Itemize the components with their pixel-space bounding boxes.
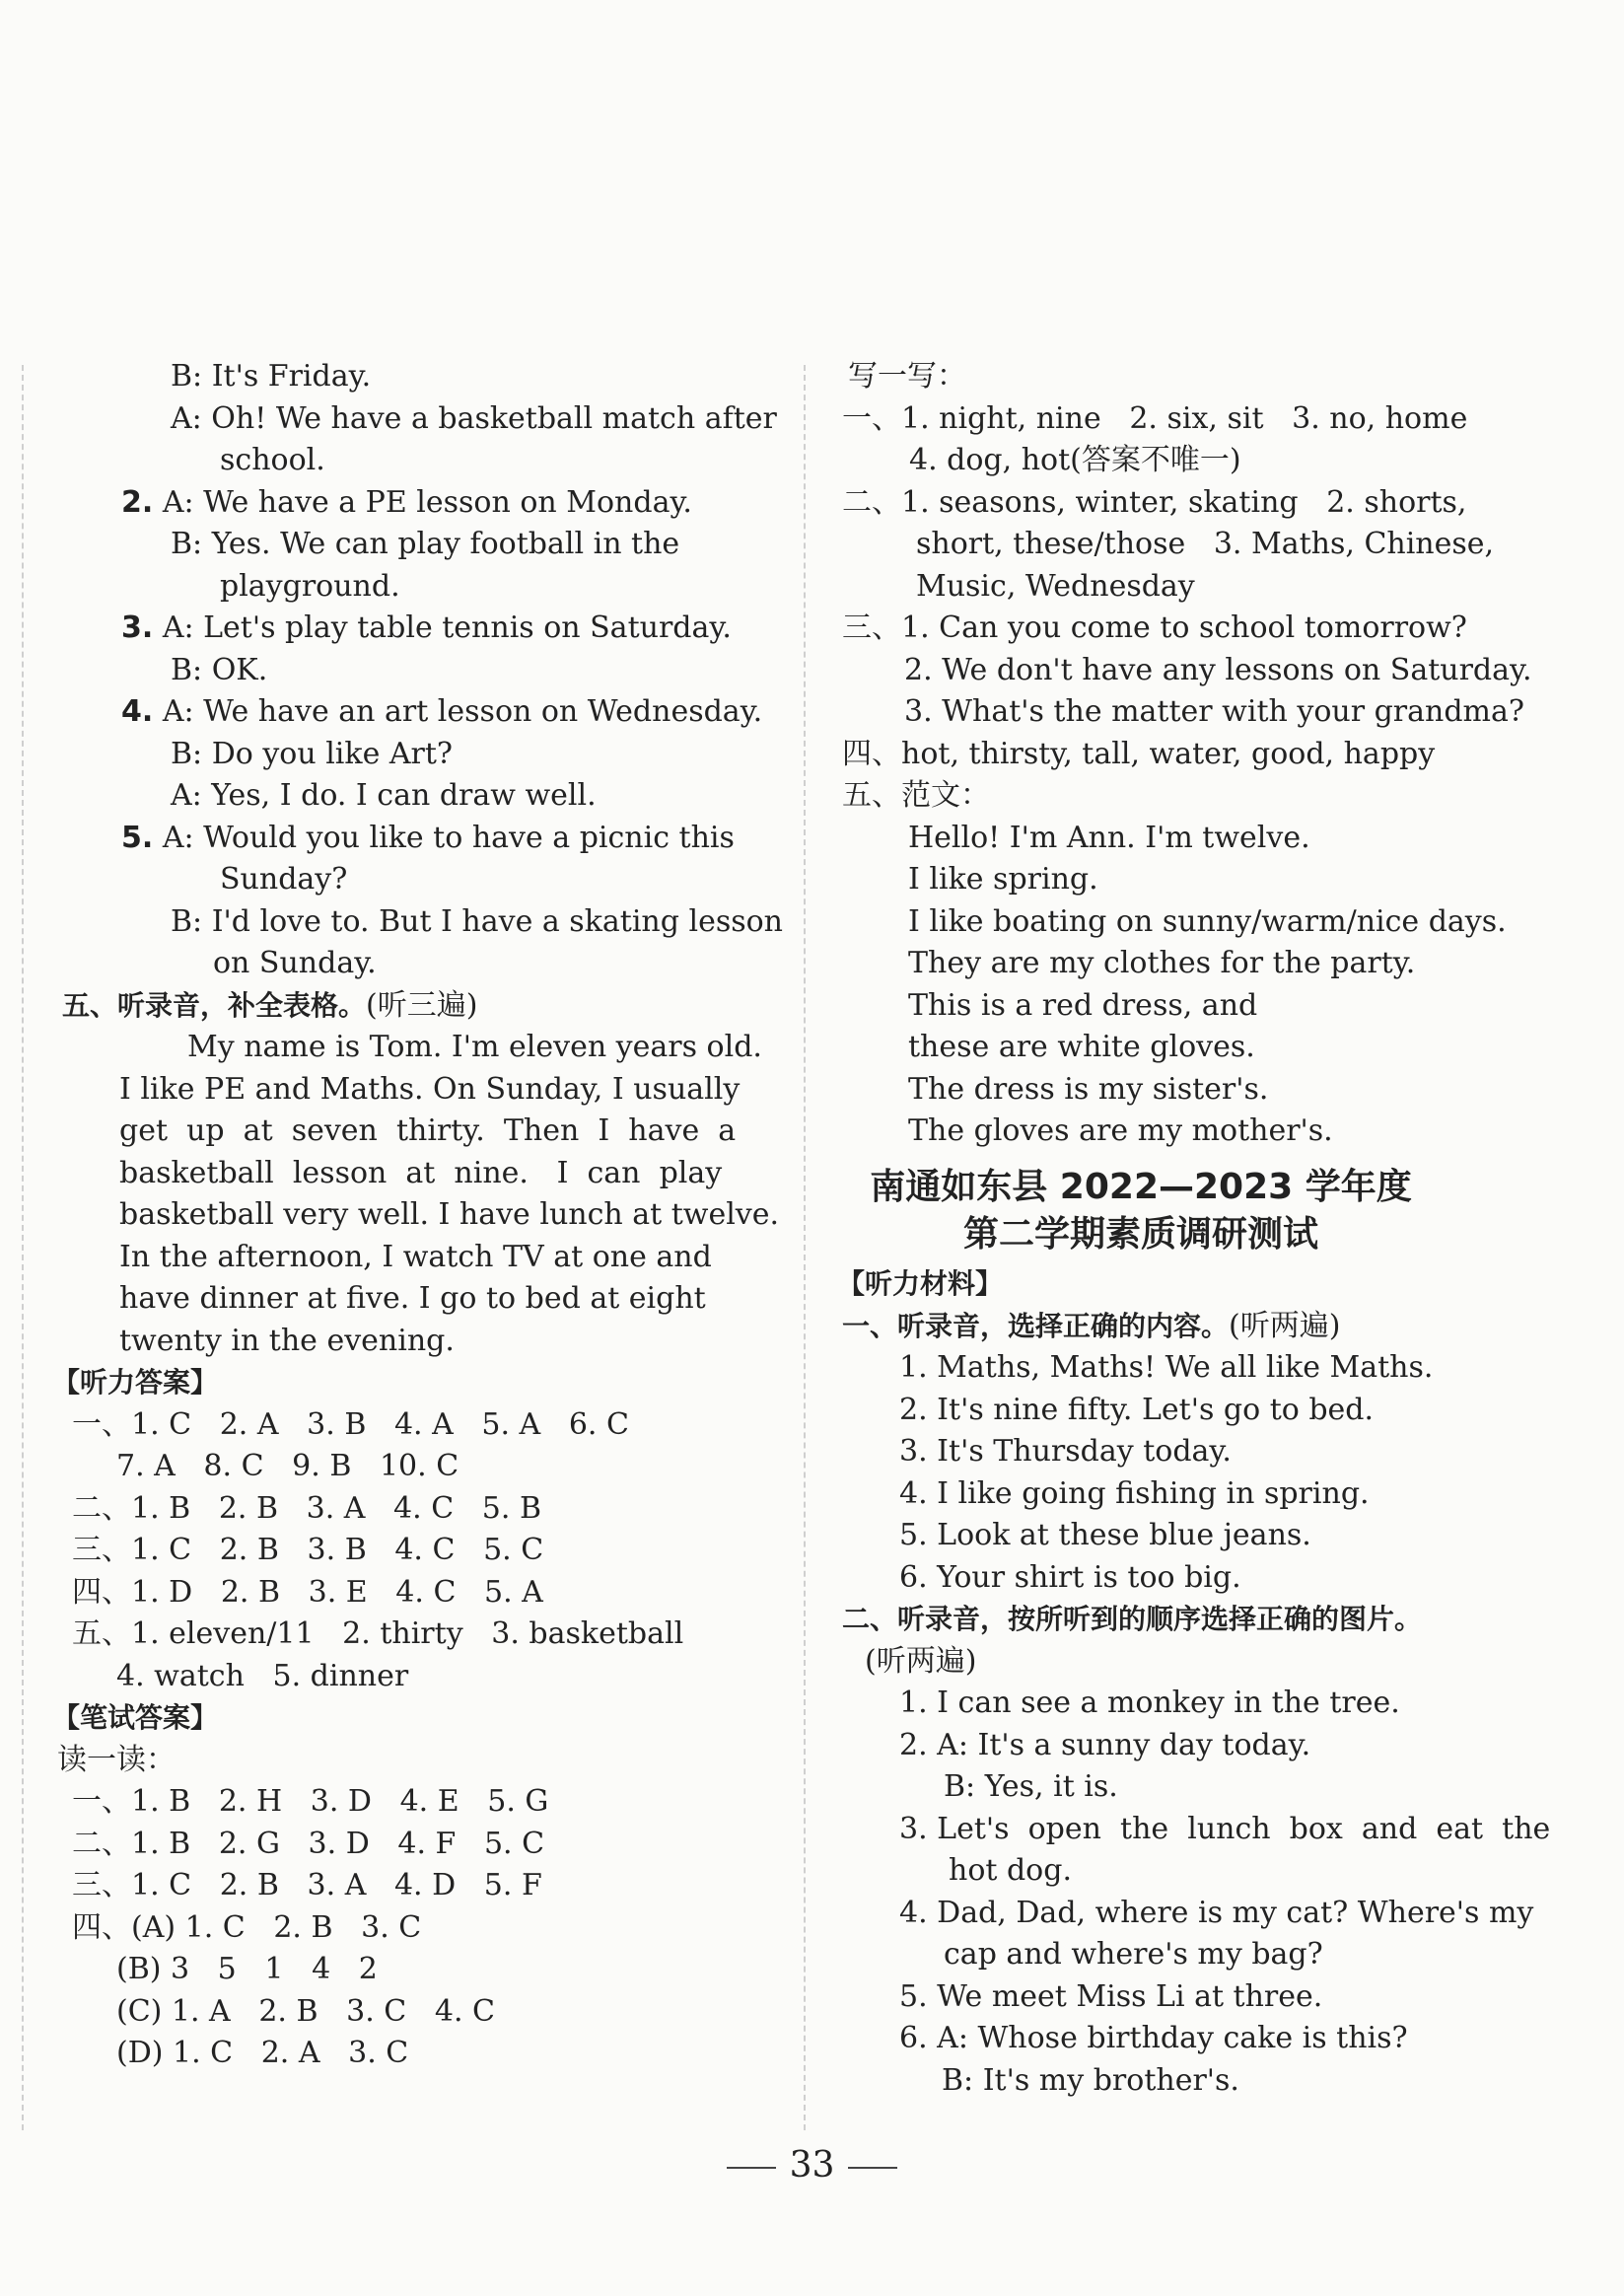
right2-line — [899, 1391, 1374, 1430]
right-line — [908, 1112, 1333, 1151]
line-text: 6. Your shirt is too big. — [899, 1559, 1241, 1595]
section-heading: 【笔试答案】 — [52, 1701, 219, 1734]
left-line — [171, 735, 453, 774]
section-heading: 一、听录音，选择正确的内容。 — [842, 1309, 1230, 1342]
line-text: 2. We don't have any lessons on Saturday. — [904, 652, 1532, 687]
right2-line — [899, 1684, 1400, 1723]
line-text: have dinner at five. I go to bed at eight — [119, 1281, 706, 1316]
right2-line — [899, 1558, 1241, 1598]
left-line — [171, 399, 777, 439]
right-line — [908, 1028, 1255, 1067]
item-number: 3. — [121, 610, 154, 645]
left-line — [171, 525, 679, 564]
right2-line — [899, 1432, 1232, 1471]
left-line — [72, 1405, 629, 1445]
line-text: B: Yes. We can play football in the — [171, 527, 680, 561]
right-line — [908, 944, 1415, 983]
line-text: In the afternoon, I watch TV at one and — [119, 1239, 712, 1274]
left-line — [72, 1531, 543, 1570]
left-line — [57, 1741, 176, 1780]
line-text: 一、1. B 2. H 3. D 4. E 5. G — [72, 1784, 549, 1819]
right-line — [842, 399, 1467, 439]
line-text: This is a red dress, and — [908, 987, 1258, 1023]
right-line — [842, 483, 1466, 523]
right2-line — [949, 1851, 1072, 1891]
line-text: 5. Look at these blue jeans. — [899, 1518, 1311, 1552]
column-divider-left — [22, 365, 24, 2130]
line-text: 三、1. C 2. B 3. B 4. C 5. C — [72, 1533, 544, 1567]
line-text: 3. It's Thursday today. — [899, 1434, 1232, 1469]
line-text: cap and where's my bag? — [944, 1937, 1323, 1972]
line-text: A: Yes, I do. I can draw well. — [171, 778, 597, 813]
right-line — [842, 735, 1435, 774]
left-line — [119, 1195, 779, 1235]
right2-line — [944, 1767, 1118, 1807]
left-line — [116, 2034, 408, 2073]
line-text: 3. Let's open the lunch box and eat the — [899, 1811, 1551, 1846]
line-text: basketball very well. I have lunch at twelve. — [119, 1197, 780, 1232]
page-number: 33 — [789, 2145, 835, 2186]
left-line — [121, 609, 732, 648]
left-line — [119, 1070, 740, 1110]
right2-line — [899, 1516, 1311, 1555]
line-text: I like PE and Maths. On Sunday, I usually — [119, 1071, 741, 1107]
left-line — [52, 1698, 218, 1738]
left-line — [119, 1279, 706, 1319]
left-line — [213, 944, 377, 983]
line-text: 四、hot, thirsty, tall, water, good, happy — [842, 736, 1436, 771]
line-text: 7. A 8. C 9. B 10. C — [116, 1449, 459, 1483]
line-text: 2. A: It's a sunny day today. — [899, 1727, 1311, 1762]
right2-line — [899, 1810, 1550, 1849]
line-text: twenty in the evening. — [119, 1323, 455, 1358]
left-line — [119, 1154, 722, 1193]
line-text: 4. I like going fishing in spring. — [899, 1475, 1370, 1511]
right2-line — [837, 1264, 1003, 1304]
line-text: 二、1. seasons, winter, skating 2. shorts, — [842, 484, 1467, 520]
line-text: (听两遍) — [1229, 1308, 1341, 1343]
left-line — [121, 483, 692, 523]
item-number: 5. — [121, 820, 154, 855]
line-text: 4. dog, hot(答案不唯一) — [909, 443, 1241, 477]
left-line — [171, 776, 597, 816]
left-line — [72, 1908, 421, 1948]
line-text: 4. Dad, Dad, where is my cat? Where's my — [899, 1895, 1534, 1930]
section-heading: 五、听录音，补全表格。 — [62, 988, 367, 1022]
line-text: B: It's my brother's. — [942, 2062, 1239, 2098]
left-line — [121, 819, 735, 858]
footer-dash-right — [848, 2167, 897, 2169]
line-text: (听三遍) — [366, 987, 478, 1023]
left-line — [187, 1028, 762, 1067]
line-text: 一、1. night, nine 2. six, sit 3. no, home — [842, 400, 1468, 436]
left-line — [116, 1657, 408, 1696]
line-text: B: Do you like Art? — [171, 736, 454, 771]
item-number: 4. — [121, 694, 154, 729]
right-line — [904, 692, 1524, 732]
right2-line — [899, 1348, 1433, 1388]
left-line — [119, 1238, 712, 1277]
line-text: 5. We meet Miss Li at three. — [899, 1978, 1323, 2014]
left-line — [119, 1322, 455, 1361]
line-text: short, these/those 3. Maths, Chinese, — [916, 527, 1495, 561]
right2-line — [899, 1474, 1370, 1514]
right-line — [909, 441, 1241, 480]
footer-dash-left — [727, 2167, 776, 2169]
left-line — [220, 567, 400, 607]
line-text: playground. — [220, 568, 400, 604]
line-text: B: Yes, it is. — [944, 1769, 1118, 1804]
line-text: A: Oh! We have a basketball match after — [171, 400, 777, 436]
left-line — [171, 902, 783, 942]
line-text: 四、(A) 1. C 2. B 3. C — [72, 1909, 422, 1945]
line-text: I like spring. — [908, 862, 1098, 897]
section-heading: 【听力材料】 — [837, 1267, 1004, 1300]
right2-line — [899, 1894, 1533, 1933]
line-text: hot dog. — [949, 1853, 1072, 1888]
line-text: Music, Wednesday — [916, 568, 1195, 604]
line-text: (C) 1. A 2. B 3. C 4. C — [116, 1993, 495, 2029]
line-text: Sunday? — [220, 862, 348, 897]
left-line — [116, 1950, 378, 1989]
line-text: 读一读： — [57, 1742, 176, 1777]
line-text: 五、范文： — [842, 778, 990, 813]
left-line — [62, 986, 477, 1026]
line-text: 2. It's nine fifty. Let's go to bed. — [899, 1392, 1375, 1427]
right2-line — [944, 1935, 1323, 1974]
left-line — [72, 1614, 683, 1654]
right-line — [908, 860, 1098, 899]
left-line — [72, 1573, 543, 1613]
line-text: 一、1. C 2. A 3. B 4. A 5. A 6. C — [72, 1406, 629, 1442]
exam-title: 南通如东县 2022—2023 学年度 — [870, 1167, 1412, 1207]
line-text: B: It's Friday. — [171, 359, 372, 394]
line-text: (听两遍) — [865, 1643, 977, 1679]
line-text: A: Let's play table tennis on Saturday. — [153, 610, 732, 645]
right-line — [904, 651, 1532, 690]
left-line — [116, 1447, 459, 1486]
line-text: A: We have a PE lesson on Monday. — [153, 484, 692, 520]
left-line — [72, 1825, 544, 1864]
right-line — [916, 567, 1195, 607]
exam-subtitle: 第二学期素质调研测试 — [962, 1214, 1318, 1255]
left-line — [171, 651, 267, 690]
left-line — [72, 1782, 548, 1822]
line-text: basketball lesson at nine. I can play — [119, 1155, 723, 1190]
left-line — [220, 441, 325, 480]
line-text: 五、1. eleven/11 2. thirty 3. basketball — [72, 1616, 684, 1651]
line-text: school. — [220, 443, 325, 477]
left-line — [52, 1363, 218, 1402]
line-text: 3. What's the matter with your grandma? — [904, 694, 1524, 729]
right-line — [908, 819, 1310, 858]
left-line — [72, 1489, 541, 1529]
right-line — [842, 776, 990, 816]
line-text: (D) 1. C 2. A 3. C — [116, 2036, 409, 2070]
line-text: 二、1. B 2. G 3. D 4. F 5. C — [72, 1826, 545, 1861]
right-line — [908, 1070, 1268, 1110]
line-text: A: Would you like to have a picnic this — [153, 820, 735, 855]
right-line — [908, 986, 1257, 1026]
line-text: B: I'd love to. But I have a skating lesson — [171, 903, 783, 939]
left-line — [72, 1866, 542, 1905]
left-line — [121, 692, 762, 732]
line-text: get up at seven thirty. Then I have a — [119, 1113, 737, 1148]
line-text: 四、1. D 2. B 3. E 4. C 5. A — [72, 1574, 543, 1610]
line-text: B: OK. — [171, 652, 268, 687]
line-text: these are white gloves. — [908, 1030, 1255, 1064]
line-text: on Sunday. — [213, 946, 377, 980]
line-text: 三、1. Can you come to school tomorrow? — [842, 610, 1467, 645]
right-line — [848, 357, 966, 396]
line-text: 1. Maths, Maths! We all like Maths. — [899, 1350, 1434, 1385]
line-text: 写一写： — [848, 359, 966, 394]
section-heading: 二、听录音，按所听到的顺序选择正确的图片。 — [842, 1603, 1423, 1635]
line-text: (B) 3 5 1 4 2 — [116, 1952, 378, 1986]
right2-line — [865, 1642, 976, 1682]
section-heading: 【听力答案】 — [52, 1366, 219, 1399]
left-line — [220, 860, 347, 899]
line-text: 三、1. C 2. B 3. A 4. D 5. F — [72, 1868, 542, 1902]
left-line — [119, 1112, 736, 1151]
item-number: 2. — [121, 484, 154, 520]
right2-line — [899, 1726, 1310, 1765]
line-text: My name is Tom. I'm eleven years old. — [187, 1030, 762, 1064]
line-text: Hello! I'm Ann. I'm twelve. — [908, 820, 1310, 855]
page-footer — [0, 2145, 1624, 2186]
right2-line — [899, 1977, 1322, 2017]
right2-line — [842, 1307, 1340, 1346]
line-text: They are my clothes for the party. — [908, 946, 1416, 980]
line-text: The dress is my sister's. — [908, 1071, 1269, 1107]
right2-line — [842, 1600, 1422, 1639]
left-line — [171, 357, 371, 396]
line-text: I like boating on sunny/warm/nice days. — [908, 903, 1507, 939]
right-line — [842, 609, 1467, 648]
line-text: 4. watch 5. dinner — [116, 1658, 409, 1693]
right2-line — [899, 2019, 1408, 2058]
line-text: 二、1. B 2. B 3. A 4. C 5. B — [72, 1490, 541, 1526]
line-text: A: We have an art lesson on Wednesday. — [153, 694, 763, 729]
right-line — [916, 525, 1494, 564]
line-text: The gloves are my mother's. — [908, 1113, 1333, 1148]
left-line — [116, 1992, 495, 2032]
right2-line — [942, 2061, 1239, 2101]
line-text: 1. I can see a monkey in the tree. — [899, 1686, 1400, 1720]
line-text: 6. A: Whose birthday cake is this? — [899, 2021, 1408, 2055]
right-line — [908, 902, 1507, 942]
